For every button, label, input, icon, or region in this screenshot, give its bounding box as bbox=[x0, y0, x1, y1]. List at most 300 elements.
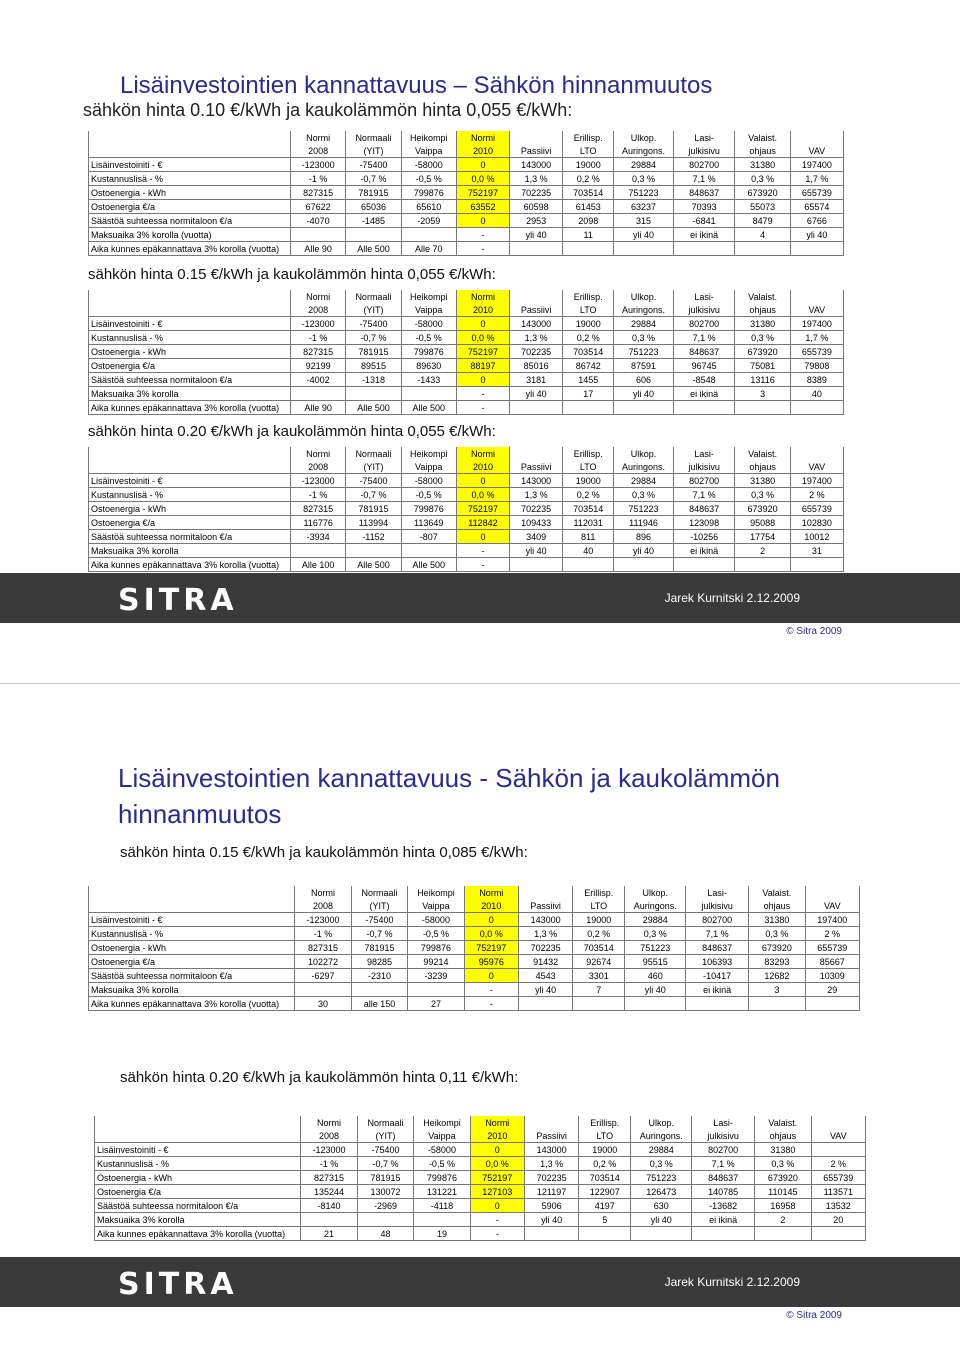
table-row bbox=[89, 558, 844, 572]
header-cell bbox=[805, 886, 859, 899]
table-cell bbox=[631, 1227, 692, 1241]
row-label: Maksuaika 3% korolla (vuotta) bbox=[89, 228, 291, 242]
table-cell: 197400 bbox=[790, 474, 843, 488]
header-cell: Heikompi bbox=[414, 1116, 470, 1129]
header-cell: Heikompi bbox=[401, 447, 456, 460]
header-cell: 2010 bbox=[456, 144, 509, 158]
table-cell: 802700 bbox=[692, 1143, 755, 1157]
slide-2 bbox=[0, 684, 960, 1367]
header-blank-cell bbox=[89, 131, 291, 144]
table-cell: 0,2 % bbox=[563, 488, 614, 502]
header-cell: ohjaus bbox=[735, 144, 790, 158]
table-cell: 0 bbox=[456, 158, 509, 172]
header-cell bbox=[790, 290, 843, 303]
table-cell: -0,7 % bbox=[346, 172, 401, 186]
table-cell: 8389 bbox=[790, 373, 843, 387]
table-cell: 87591 bbox=[614, 359, 674, 373]
header-cell: Vaippa bbox=[414, 1129, 470, 1143]
table-cell: 0,3 % bbox=[614, 172, 674, 186]
table-cell bbox=[614, 401, 674, 415]
table-cell: 31380 bbox=[755, 1143, 811, 1157]
table-row bbox=[89, 983, 860, 997]
table-cell: -0,5 % bbox=[401, 331, 456, 345]
table-cell bbox=[401, 228, 456, 242]
header-cell: ohjaus bbox=[735, 303, 790, 317]
table-cell: -2310 bbox=[351, 969, 407, 983]
table-cell: 1,3 % bbox=[518, 927, 572, 941]
header-cell: Normi bbox=[456, 290, 509, 303]
row-label: Lisäinvestoiniti - € bbox=[89, 474, 291, 488]
header-blank-cell bbox=[95, 1129, 301, 1143]
table-cell: - bbox=[456, 401, 509, 415]
table-cell: 95515 bbox=[625, 955, 686, 969]
table-cell bbox=[301, 1213, 357, 1227]
table-cell: 802700 bbox=[673, 317, 735, 331]
table-cell: 88197 bbox=[456, 359, 509, 373]
table-cell: - bbox=[456, 558, 509, 572]
table-cell: 0,0 % bbox=[456, 331, 509, 345]
header-cell: Erillisp. bbox=[579, 1116, 631, 1129]
table-cell bbox=[357, 1213, 413, 1227]
table-cell: 655739 bbox=[790, 502, 843, 516]
table-row bbox=[95, 1171, 866, 1185]
row-label: Lisäinvestoiniti - € bbox=[89, 913, 295, 927]
header-cell: Valaist. bbox=[735, 447, 790, 460]
table-cell: yli 40 bbox=[790, 228, 843, 242]
table-cell: 29884 bbox=[614, 158, 674, 172]
header-cell: VAV bbox=[811, 1129, 865, 1143]
header-cell: Vaippa bbox=[401, 460, 456, 474]
data-table bbox=[88, 131, 844, 256]
table-cell: 751223 bbox=[614, 186, 674, 200]
data-table bbox=[94, 1116, 866, 1241]
table-cell: 703514 bbox=[573, 941, 625, 955]
table-cell: 112842 bbox=[456, 516, 509, 530]
table-cell: 197400 bbox=[790, 317, 843, 331]
table-cell: ei ikinä bbox=[673, 387, 735, 401]
header-cell: julkisivu bbox=[686, 899, 749, 913]
table-row bbox=[89, 214, 844, 228]
table-cell: 113994 bbox=[346, 516, 401, 530]
table-row bbox=[89, 927, 860, 941]
table-cell: 31 bbox=[790, 544, 843, 558]
table-row bbox=[89, 997, 860, 1011]
row-label: Ostoenergia - kWh bbox=[89, 186, 291, 200]
table-row bbox=[89, 913, 860, 927]
table-cell: -8140 bbox=[301, 1199, 357, 1213]
table-cell: 19000 bbox=[563, 474, 614, 488]
table-cell: 17754 bbox=[735, 530, 790, 544]
table-cell: -1 % bbox=[291, 488, 346, 502]
slide-title: Lisäinvestointien kannattavuus - Sähkön ja kaukolämmön hinnanmuutos bbox=[118, 763, 780, 829]
header-cell: Normi bbox=[470, 1116, 524, 1129]
header-cell: ohjaus bbox=[755, 1129, 811, 1143]
table-cell: Alle 500 bbox=[346, 558, 401, 572]
table-cell: -1318 bbox=[346, 373, 401, 387]
table-row bbox=[95, 1157, 866, 1171]
header-cell: Normi bbox=[291, 290, 346, 303]
table-cell: 315 bbox=[614, 214, 674, 228]
header-cell: ohjaus bbox=[735, 460, 790, 474]
table-cell: -75400 bbox=[357, 1143, 413, 1157]
table-cell: 6766 bbox=[790, 214, 843, 228]
table-cell: -123000 bbox=[291, 158, 346, 172]
table-cell: 0,3 % bbox=[735, 488, 790, 502]
table-cell: 0 bbox=[470, 1199, 524, 1213]
table-row bbox=[89, 331, 844, 345]
table-row bbox=[89, 969, 860, 983]
header-blank-cell bbox=[89, 144, 291, 158]
table-cell: 30 bbox=[295, 997, 351, 1011]
table-cell bbox=[805, 997, 859, 1011]
table-cell: 89515 bbox=[346, 359, 401, 373]
header-cell: Valaist. bbox=[749, 886, 805, 899]
table-cell: -58000 bbox=[401, 158, 456, 172]
table-cell: 827315 bbox=[291, 345, 346, 359]
header-cell: Erillisp. bbox=[563, 290, 614, 303]
table-cell: 65610 bbox=[401, 200, 456, 214]
header-cell: LTO bbox=[579, 1129, 631, 1143]
header-cell: Lasi- bbox=[692, 1116, 755, 1129]
table-cell: 799876 bbox=[401, 502, 456, 516]
row-label: Lisäinvestoiniti - € bbox=[89, 158, 291, 172]
header-cell: Lasi- bbox=[686, 886, 749, 899]
table-cell: 111946 bbox=[614, 516, 674, 530]
table-cell: 121197 bbox=[524, 1185, 578, 1199]
table-cell: 31380 bbox=[735, 474, 790, 488]
table-cell: Alle 90 bbox=[291, 242, 346, 256]
table-cell: 702235 bbox=[510, 502, 563, 516]
table-cell bbox=[524, 1227, 578, 1241]
table-cell: 0 bbox=[456, 373, 509, 387]
table-row bbox=[95, 1143, 866, 1157]
table-caption: sähkön hinta 0.15 €/kWh ja kaukolämmön hinta 0,085 €/kWh: bbox=[120, 844, 528, 861]
header-cell bbox=[510, 447, 563, 460]
table-cell: 13116 bbox=[735, 373, 790, 387]
table-cell: 0,0 % bbox=[456, 172, 509, 186]
table-cell bbox=[510, 401, 563, 415]
header-cell: Normi bbox=[291, 131, 346, 144]
header-cell: Ulkop. bbox=[614, 131, 674, 144]
header-cell: Normi bbox=[456, 131, 509, 144]
header-cell: Ulkop. bbox=[614, 290, 674, 303]
table-cell: 827315 bbox=[291, 186, 346, 200]
footer-bar bbox=[0, 573, 960, 623]
table-cell: 802700 bbox=[673, 158, 735, 172]
table-cell: 112031 bbox=[563, 516, 614, 530]
header-cell: VAV bbox=[790, 303, 843, 317]
header-row bbox=[89, 899, 860, 913]
table-cell: -1152 bbox=[346, 530, 401, 544]
table-cell: 0,3 % bbox=[749, 927, 805, 941]
table-cell: 655739 bbox=[790, 186, 843, 200]
table-cell: alle 150 bbox=[351, 997, 407, 1011]
table-row bbox=[95, 1227, 866, 1241]
table-cell: 752197 bbox=[456, 186, 509, 200]
row-label: Aika kunnes epäkannattava 3% korolla (vuotta) bbox=[89, 242, 291, 256]
header-cell: Normi bbox=[464, 886, 518, 899]
table-cell: -3239 bbox=[408, 969, 464, 983]
table-cell: -4002 bbox=[291, 373, 346, 387]
row-label: Säästöä suhteessa normitaloon €/a bbox=[89, 530, 291, 544]
header-cell: Heikompi bbox=[401, 131, 456, 144]
table-cell: 99214 bbox=[408, 955, 464, 969]
table-cell: 31380 bbox=[735, 158, 790, 172]
table-cell: -58000 bbox=[401, 474, 456, 488]
table-cell: 10309 bbox=[805, 969, 859, 983]
table-row bbox=[89, 502, 844, 516]
table-cell: 29884 bbox=[614, 317, 674, 331]
table-cell: 113649 bbox=[401, 516, 456, 530]
table-cell: 29884 bbox=[631, 1143, 692, 1157]
table-cell: 48 bbox=[357, 1227, 413, 1241]
header-cell: Auringons. bbox=[631, 1129, 692, 1143]
header-cell: VAV bbox=[790, 460, 843, 474]
table-cell: 1,7 % bbox=[790, 331, 843, 345]
row-label: Aika kunnes epäkannattava 3% korolla (vuotta) bbox=[89, 401, 291, 415]
table-cell bbox=[749, 997, 805, 1011]
table-cell: Alle 100 bbox=[291, 558, 346, 572]
header-cell: 2010 bbox=[470, 1129, 524, 1143]
table-cell: -0,5 % bbox=[401, 172, 456, 186]
header-cell: Normaali bbox=[346, 290, 401, 303]
table-cell bbox=[291, 544, 346, 558]
table-cell: 0,0 % bbox=[456, 488, 509, 502]
table-row bbox=[89, 530, 844, 544]
table-cell: 70393 bbox=[673, 200, 735, 214]
table-cell: 11 bbox=[563, 228, 614, 242]
table-cell: 655739 bbox=[805, 941, 859, 955]
header-cell bbox=[811, 1116, 865, 1129]
table-cell: 143000 bbox=[510, 474, 563, 488]
header-row bbox=[89, 303, 844, 317]
table-cell: 799876 bbox=[408, 941, 464, 955]
header-cell: Ulkop. bbox=[625, 886, 686, 899]
table-cell: 848637 bbox=[673, 186, 735, 200]
row-label: Säästöä suhteessa normitaloon €/a bbox=[89, 969, 295, 983]
header-cell: Ulkop. bbox=[614, 447, 674, 460]
table-cell: 86742 bbox=[563, 359, 614, 373]
table-row bbox=[89, 158, 844, 172]
table-cell: 0 bbox=[456, 317, 509, 331]
data-table bbox=[88, 447, 844, 572]
table-cell: 655739 bbox=[790, 345, 843, 359]
table-cell: yli 40 bbox=[510, 544, 563, 558]
table-cell bbox=[790, 558, 843, 572]
table-cell bbox=[291, 228, 346, 242]
table-cell: 673920 bbox=[749, 941, 805, 955]
row-label: Ostoenergia - kWh bbox=[89, 345, 291, 359]
table-cell: 143000 bbox=[510, 158, 563, 172]
header-cell: Normi bbox=[295, 886, 351, 899]
table-cell: 0,3 % bbox=[735, 172, 790, 186]
header-cell: julkisivu bbox=[673, 460, 735, 474]
table-cell: -1 % bbox=[295, 927, 351, 941]
table-cell: -1 % bbox=[291, 331, 346, 345]
table-cell: 95976 bbox=[464, 955, 518, 969]
row-label: Maksuaika 3% korolla bbox=[89, 387, 291, 401]
table-cell: 673920 bbox=[735, 345, 790, 359]
table-cell bbox=[295, 983, 351, 997]
row-label: Ostoenergia - kWh bbox=[89, 941, 295, 955]
table-cell: 0,0 % bbox=[470, 1157, 524, 1171]
header-cell: 2008 bbox=[295, 899, 351, 913]
table-cell: 630 bbox=[631, 1199, 692, 1213]
table-cell bbox=[401, 387, 456, 401]
header-cell: Normaali bbox=[357, 1116, 413, 1129]
table-cell: 79808 bbox=[790, 359, 843, 373]
table-row bbox=[89, 544, 844, 558]
header-blank-cell bbox=[89, 460, 291, 474]
table-cell: 21 bbox=[301, 1227, 357, 1241]
table-cell: -4118 bbox=[414, 1199, 470, 1213]
header-cell: Heikompi bbox=[408, 886, 464, 899]
header-cell: Normi bbox=[291, 447, 346, 460]
table-cell: 848637 bbox=[673, 502, 735, 516]
table-cell: 751223 bbox=[614, 345, 674, 359]
table-row bbox=[89, 228, 844, 242]
table-cell: ei ikinä bbox=[673, 228, 735, 242]
header-blank-cell bbox=[89, 899, 295, 913]
table-cell: 1,3 % bbox=[524, 1157, 578, 1171]
table-cell: 126473 bbox=[631, 1185, 692, 1199]
row-label: Ostoenergia - kWh bbox=[95, 1171, 301, 1185]
table-caption: sähkön hinta 0.20 €/kWh ja kaukolämmön hinta 0,11 €/kWh: bbox=[120, 1069, 519, 1086]
table-cell: 83293 bbox=[749, 955, 805, 969]
table-cell: 8479 bbox=[735, 214, 790, 228]
table-cell: - bbox=[470, 1213, 524, 1227]
table-row bbox=[89, 242, 844, 256]
table-cell: 140785 bbox=[692, 1185, 755, 1199]
table-cell: 0 bbox=[470, 1143, 524, 1157]
table-cell: 799876 bbox=[401, 186, 456, 200]
header-cell: Normaali bbox=[346, 131, 401, 144]
row-label: Ostoenergia €/a bbox=[89, 516, 291, 530]
row-label: Kustannuslisä - % bbox=[89, 927, 295, 941]
table-cell bbox=[579, 1227, 631, 1241]
copyright: © Sitra 2009 bbox=[786, 1310, 842, 1321]
sitra-logo: SITRA bbox=[118, 583, 238, 618]
table-cell: 19000 bbox=[563, 317, 614, 331]
author-date: Jarek Kurnitski 2.12.2009 bbox=[664, 591, 800, 605]
table-cell: -3934 bbox=[291, 530, 346, 544]
table-cell: 702235 bbox=[524, 1171, 578, 1185]
table-cell: 799876 bbox=[401, 345, 456, 359]
table-row bbox=[89, 345, 844, 359]
table-row bbox=[95, 1199, 866, 1213]
table-cell: 3 bbox=[735, 387, 790, 401]
header-cell: 2010 bbox=[456, 303, 509, 317]
table-cell: 460 bbox=[625, 969, 686, 983]
header-cell: 2008 bbox=[291, 460, 346, 474]
header-cell: Valaist. bbox=[755, 1116, 811, 1129]
row-label: Ostoenergia €/a bbox=[95, 1185, 301, 1199]
table-cell: - bbox=[464, 997, 518, 1011]
slide-1 bbox=[0, 0, 960, 683]
header-cell: Lasi- bbox=[673, 131, 735, 144]
table-cell: 92674 bbox=[573, 955, 625, 969]
row-label: Maksuaika 3% korolla bbox=[89, 983, 295, 997]
table-cell: 703514 bbox=[563, 186, 614, 200]
header-cell: Valaist. bbox=[735, 290, 790, 303]
table-cell: Alle 90 bbox=[291, 401, 346, 415]
table-cell: 31380 bbox=[735, 317, 790, 331]
table-cell: 143000 bbox=[518, 913, 572, 927]
table-cell: yli 40 bbox=[510, 387, 563, 401]
table-cell: 110145 bbox=[755, 1185, 811, 1199]
table-cell: 27 bbox=[408, 997, 464, 1011]
table-cell: 3409 bbox=[510, 530, 563, 544]
table-cell: yli 40 bbox=[518, 983, 572, 997]
table-cell bbox=[408, 983, 464, 997]
table-cell bbox=[518, 997, 572, 1011]
table-cell bbox=[346, 387, 401, 401]
header-cell: Ulkop. bbox=[631, 1116, 692, 1129]
row-label: Maksuaika 3% korolla bbox=[89, 544, 291, 558]
table-cell: 827315 bbox=[301, 1171, 357, 1185]
table-cell bbox=[291, 387, 346, 401]
table-cell: 5 bbox=[579, 1213, 631, 1227]
header-cell bbox=[790, 131, 843, 144]
header-cell: LTO bbox=[563, 144, 614, 158]
table-row bbox=[89, 488, 844, 502]
table-cell: yli 40 bbox=[631, 1213, 692, 1227]
table-cell: 848637 bbox=[673, 345, 735, 359]
table-cell: 0,2 % bbox=[563, 331, 614, 345]
table-cell bbox=[563, 242, 614, 256]
table-cell: -0,7 % bbox=[346, 331, 401, 345]
table-row bbox=[89, 401, 844, 415]
row-label: Säästöä suhteessa normitaloon €/a bbox=[95, 1199, 301, 1213]
table-cell: 0,2 % bbox=[563, 172, 614, 186]
table-cell: 7 bbox=[573, 983, 625, 997]
table-cell: 135244 bbox=[301, 1185, 357, 1199]
table-cell bbox=[346, 544, 401, 558]
header-cell: (YIT) bbox=[351, 899, 407, 913]
table-cell bbox=[510, 558, 563, 572]
table-caption: sähkön hinta 0.15 €/kWh ja kaukolämmön hinta 0,055 €/kWh: bbox=[88, 266, 496, 283]
header-cell: 2008 bbox=[291, 144, 346, 158]
table-cell: 2953 bbox=[510, 214, 563, 228]
table-cell: -0,5 % bbox=[401, 488, 456, 502]
table-row bbox=[89, 172, 844, 186]
table-cell: 673920 bbox=[735, 186, 790, 200]
header-blank-cell bbox=[89, 303, 291, 317]
header-cell bbox=[518, 886, 572, 899]
header-blank-cell bbox=[89, 886, 295, 899]
table-cell: 7,1 % bbox=[692, 1157, 755, 1171]
table-cell bbox=[346, 228, 401, 242]
table-cell: 7,1 % bbox=[673, 172, 735, 186]
table-cell: 109433 bbox=[510, 516, 563, 530]
table-row bbox=[89, 955, 860, 969]
table-cell: 143000 bbox=[510, 317, 563, 331]
table-cell: 19 bbox=[414, 1227, 470, 1241]
table-cell bbox=[735, 558, 790, 572]
table-cell: yli 40 bbox=[524, 1213, 578, 1227]
table-cell: 827315 bbox=[295, 941, 351, 955]
table-cell: 19000 bbox=[563, 158, 614, 172]
row-label: Lisäinvestoiniti - € bbox=[89, 317, 291, 331]
table-cell: 896 bbox=[614, 530, 674, 544]
header-cell: Normaali bbox=[346, 447, 401, 460]
header-cell: Heikompi bbox=[401, 290, 456, 303]
row-label: Aika kunnes epäkannattava 3% korolla (vuotta) bbox=[89, 558, 291, 572]
table-cell: -0,5 % bbox=[408, 927, 464, 941]
table-cell: -0,7 % bbox=[357, 1157, 413, 1171]
table-cell: -75400 bbox=[346, 474, 401, 488]
row-label: Säästöä suhteessa normitaloon €/a bbox=[89, 214, 291, 228]
